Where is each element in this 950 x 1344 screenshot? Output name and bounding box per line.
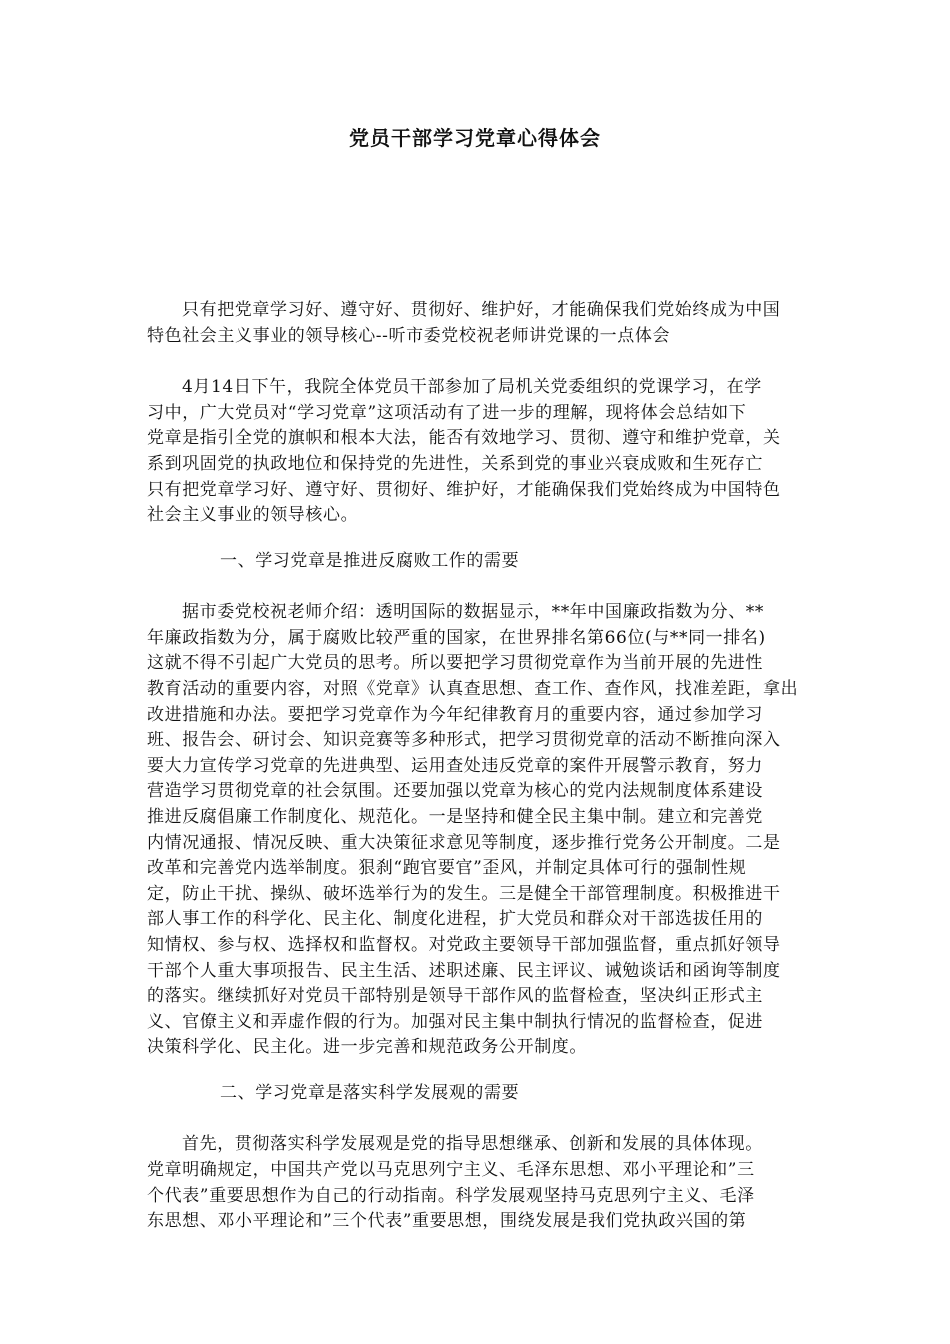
paragraph-line: 只有把党章学习好、遵守好、贯彻好、维护好，才能确保我们党始终成为中国特色 (147, 480, 781, 500)
paragraph-line: 教育活动的重要内容，对照《党章》认真查思想、查工作、查作风，找准差距，拿出 (147, 679, 799, 699)
paragraph-line: 决策科学化、民主化。进一步完善和规范政务公开制度。 (147, 1037, 587, 1057)
paragraph-line: 知情权、参与权、选择权和监督权。对党政主要领导干部加强监督，重点抓好领导 (147, 935, 781, 955)
paragraph-line: 改革和完善党内选举制度。狠刹“跑官要官”歪风，并制定具体可行的强制性规 (147, 858, 747, 878)
paragraph-line: 营造学习贯彻党章的社会氛围。还要加强以党章为核心的党内法规制度体系建设 (147, 781, 763, 801)
paragraph-line: 改进措施和办法。要把学习党章作为今年纪律教育月的重要内容，通过参加学习 (147, 705, 763, 725)
paragraph-line: 党章是指引全党的旗帜和根本大法，能否有效地学习、贯彻、遵守和维护党章，关 (147, 428, 781, 448)
paragraph-line: 首先，贯彻落实科学发展观是党的指导思想继承、创新和发展的具体体现。 (182, 1134, 763, 1154)
paragraph-line: 年廉政指数为分，属于腐败比较严重的国家，在世界排名第66位(与**同一排名) (147, 628, 766, 648)
paragraph-line: 义、官僚主义和弄虚作假的行为。加强对民主集中制执行情况的监督检查，促进 (147, 1012, 763, 1032)
paragraph-line: 党章明确规定，中国共产党以马克思列宁主义、毛泽东思想、邓小平理论和”三 (147, 1160, 755, 1180)
paragraph-line: 个代表”重要思想作为自己的行动指南。科学发展观坚持马克思列宁主义、毛泽 (147, 1186, 755, 1206)
paragraph-line: 系到巩固党的执政地位和保持党的先进性，关系到党的事业兴衰成败和生死存亡 (147, 454, 763, 474)
paragraph-line: 4月14日下午，我院全体党员干部参加了局机关党委组织的党课学习，在学 (182, 377, 762, 397)
paragraph-line: 班、报告会、研讨会、知识竞赛等多种形式，把学习贯彻党章的活动不断推向深入 (147, 730, 781, 750)
paragraph-line: 社会主义事业的领导核心。 (147, 505, 359, 525)
section-heading: 一、学习党章是推进反腐败工作的需要 (220, 551, 520, 571)
paragraph-line: 这就不得不引起广大党员的思考。所以要把学习贯彻党章作为当前开展的先进性 (147, 653, 763, 673)
paragraph-line: 据市委党校祝老师介绍：透明国际的数据显示，**年中国廉政指数为分、** (182, 602, 764, 622)
paragraph-line: 定，防止干扰、操纵、破坏选举行为的发生。三是健全干部管理制度。积极推进干 (147, 884, 781, 904)
paragraph-line: 内情况通报、情况反映、重大决策征求意见等制度，逐步推行党务公开制度。二是 (147, 833, 781, 853)
section-heading: 二、学习党章是落实科学发展观的需要 (220, 1083, 520, 1103)
paragraph-line: 要大力宣传学习党章的先进典型、运用查处违反党章的案件开展警示教育，努力 (147, 756, 763, 776)
paragraph-line: 特色社会主义事业的领导核心--听市委党校祝老师讲党课的一点体会 (147, 326, 671, 346)
paragraph-line: 东思想、邓小平理论和”三个代表”重要思想，围绕发展是我们党执政兴国的第 (147, 1211, 747, 1231)
paragraph-line: 的落实。继续抓好对党员干部特别是领导干部作风的监督检查，坚决纠正形式主 (147, 986, 763, 1006)
paragraph-line: 只有把党章学习好、遵守好、贯彻好、维护好，才能确保我们党始终成为中国 (182, 300, 781, 320)
paragraph-line: 干部个人重大事项报告、民主生活、述职述廉、民主评议、诫勉谈话和函询等制度 (147, 961, 781, 981)
paragraph-line: 习中，广大党员对“学习党章”这项活动有了进一步的理解，现将体会总结如下 (147, 403, 747, 423)
document-title: 党员干部学习党章心得体会 (349, 126, 601, 150)
paragraph-line: 部人事工作的科学化、民主化、制度化进程，扩大党员和群众对干部选拔任用的 (147, 909, 763, 929)
paragraph-line: 推进反腐倡廉工作制度化、规范化。一是坚持和健全民主集中制。建立和完善党 (147, 807, 763, 827)
